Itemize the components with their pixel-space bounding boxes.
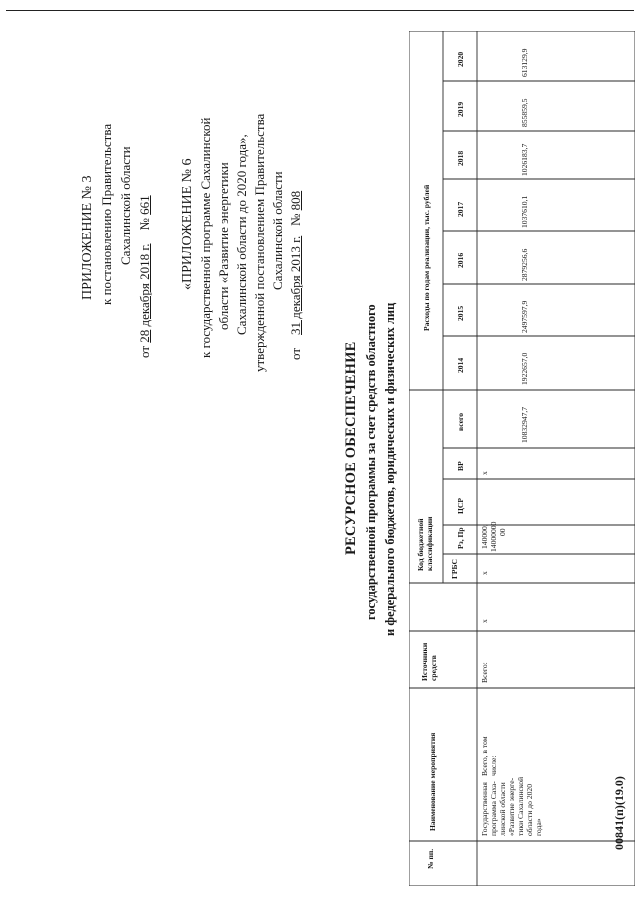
prior-appendix-title: «ПРИЛОЖЕНИЕ № 6 bbox=[180, 158, 195, 290]
date-day: 28 bbox=[137, 329, 152, 343]
header-total: всего bbox=[456, 412, 465, 431]
heading-title: РЕСУРСНОЕ ОБЕСПЕЧЕНИЕ bbox=[343, 341, 359, 555]
row-year-2020: 613129,9 bbox=[520, 48, 529, 77]
row-total-label-line2: числе: bbox=[489, 755, 498, 776]
header-grbs: ГРБС bbox=[450, 559, 459, 579]
document-number: 661 bbox=[137, 195, 152, 215]
row-name-line7: года» bbox=[534, 818, 543, 836]
row-source: Всего: bbox=[480, 662, 489, 683]
row-name-line4: «Развитие энерге- bbox=[507, 777, 516, 836]
prior-appendix-line2: области «Развитие энергетики bbox=[216, 162, 231, 330]
prior-appendix-line5: Сахалинской области bbox=[270, 171, 285, 290]
row-year-2018: 1026183,7 bbox=[520, 143, 529, 176]
heading-line1: государственной программы за счет средств областного bbox=[364, 304, 378, 620]
row-year-2014: 1922657,0 bbox=[520, 352, 529, 385]
prior-appendix-line3: Сахалинской области до 2020 года», bbox=[234, 134, 249, 335]
header-csr: ЦСР bbox=[456, 497, 465, 514]
header-year-2017: 2017 bbox=[456, 201, 465, 217]
row-name-line2: программа Саха- bbox=[489, 781, 498, 836]
prior-date-prefix: от bbox=[288, 347, 303, 360]
row-csr-line1: 140000; bbox=[480, 524, 489, 549]
row-rz-pr: x bbox=[480, 571, 489, 575]
header-year-2018: 2018 bbox=[456, 150, 465, 166]
appendix-title: ПРИЛОЖЕНИЕ № 3 bbox=[80, 175, 95, 300]
appendix-line2: Сахалинской области bbox=[118, 146, 133, 265]
header-name: Наименование мероприятия bbox=[428, 732, 437, 831]
top-rule bbox=[6, 10, 634, 11]
row-year-2016: 2879256,6 bbox=[520, 248, 529, 281]
heading-line2: и федерального бюджетов, юридических и физических лиц bbox=[383, 302, 397, 636]
footer-stamp: 00841(п)(19.0) bbox=[612, 776, 626, 850]
row-grbs: x bbox=[480, 619, 489, 623]
row-total: 10832947,7 bbox=[520, 406, 529, 443]
header-year-2015: 2015 bbox=[456, 305, 465, 321]
header-year-2019: 2019 bbox=[456, 101, 465, 117]
prior-appendix-line1: к государственной программе Сахалинской bbox=[198, 117, 213, 358]
row-year-2017: 1037610,1 bbox=[520, 195, 529, 228]
prior-appendix-line4: утвержденной постановлением Правительства bbox=[252, 113, 267, 372]
header-year-2014: 2014 bbox=[456, 357, 465, 373]
appendix-date-line bbox=[137, 195, 153, 358]
header-source: Источники средств bbox=[420, 642, 438, 681]
prior-number-prefix: № bbox=[288, 213, 303, 226]
row-name-line1: Государственная bbox=[480, 782, 489, 836]
row-csr-line2: 14000000 bbox=[489, 521, 498, 552]
date-month-year: декабря 2018 г. bbox=[137, 243, 152, 327]
header-expenses: Расходы по годам реализации, тыс. рублей bbox=[422, 184, 431, 331]
prior-document-number: 808 bbox=[288, 190, 303, 211]
row-year-2019: 855859,5 bbox=[520, 98, 529, 127]
header-year-2016: 2016 bbox=[456, 252, 465, 268]
appendix-line1: к постановлению Правительства bbox=[99, 123, 114, 305]
row-csr-line3: 00 bbox=[498, 528, 507, 536]
date-prefix: от bbox=[137, 345, 152, 358]
header-num: № пп. bbox=[426, 848, 435, 869]
row-name-line3: линской области bbox=[498, 782, 507, 836]
prior-appendix-date-line bbox=[288, 191, 304, 360]
row-name-line6: области до 2020 bbox=[525, 783, 534, 836]
header-vr: ВР bbox=[456, 461, 465, 471]
prior-date: 31 декабря 2013 г. bbox=[288, 235, 303, 335]
row-year-2015: 2497597,9 bbox=[520, 300, 529, 333]
row-vr: x bbox=[480, 471, 489, 475]
header-year-2020: 2020 bbox=[456, 51, 465, 67]
row-total-label-line1: Всего, в том bbox=[480, 736, 489, 776]
resource-table bbox=[409, 31, 635, 886]
number-prefix: № bbox=[137, 218, 152, 231]
row-name-line5: тики Сахалинской bbox=[516, 776, 525, 836]
header-rz-pr: Рз, Пр bbox=[456, 527, 465, 549]
header-budget-code: Код бюджетной классификации bbox=[416, 516, 434, 571]
